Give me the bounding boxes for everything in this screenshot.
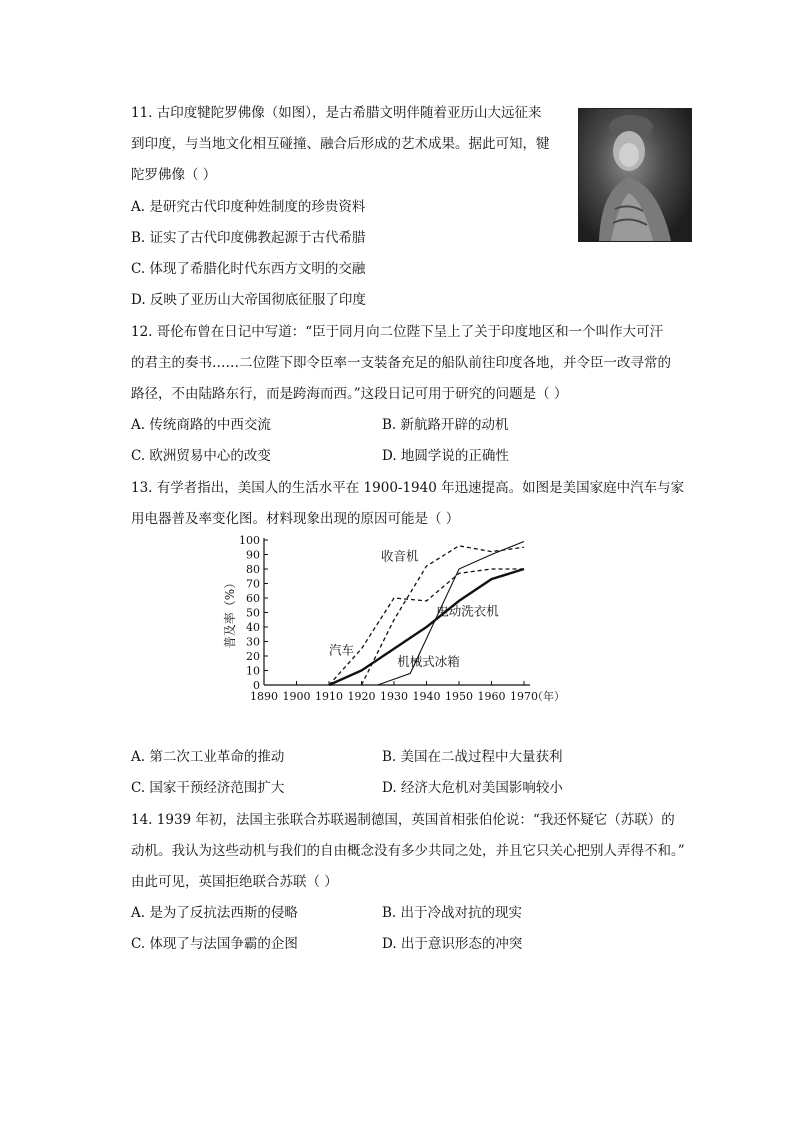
appliance-adoption-chart-svg [218, 530, 588, 710]
q11-stem-line-1: 11. 古印度犍陀罗佛像（如图），是古希腊文明伴随着亚历山大远征来 [131, 105, 542, 121]
q14-option-b: B. 出于冷战对抗的现实 [382, 905, 523, 921]
q14-stem-line-2: 动机。我认为这些动机与我们的自由概念没有多少共同之处，并且它只关心把别人弄得不和。” [131, 843, 685, 859]
q13-option-c: C. 国家干预经济范围扩大 [131, 780, 285, 796]
q12-option-a: A. 传统商路的中西交流 [131, 417, 271, 433]
y-tick-label: 40 [246, 621, 260, 634]
y-tick-label: 50 [246, 606, 260, 620]
y-tick-label: 20 [246, 650, 260, 663]
y-axis-label: 普及率（%） [223, 576, 237, 649]
q14-stem-line-3: 由此可见，英国拒绝联合苏联（ ） [131, 874, 338, 890]
y-tick-label: 100 [239, 534, 260, 547]
q14-stem-line-1: 14. 1939 年初，法国主张联合苏联遏制德国，英国首相张伯伦说：“我还怀疑它（苏联）的 [131, 812, 675, 828]
x-tick-label: 1910 [315, 690, 343, 703]
q14-option-a: A. 是为了反抗法西斯的侵略 [131, 905, 298, 921]
y-tick-label: 60 [246, 592, 260, 605]
series-label-3: 电动洗衣机 [436, 603, 499, 619]
q11-option-d: D. 反映了亚历山大帝国彻底征服了印度 [131, 292, 366, 308]
q13-option-b: B. 美国在二战过程中大量获利 [382, 749, 563, 765]
appliance-adoption-chart [218, 530, 588, 710]
q12-option-b: B. 新航路开辟的动机 [382, 417, 509, 433]
q11-stem-line-2: 到印度，与当地文化相互碰撞、融合后形成的艺术成果。据此可知，犍 [131, 136, 550, 152]
q11-option-a: A. 是研究古代印度种姓制度的珍贵资料 [131, 199, 366, 215]
series-label-4: 机械式冰箱 [397, 654, 460, 670]
x-axis-label: （年） [532, 690, 565, 703]
q12-option-d: D. 地圆学说的正确性 [382, 448, 509, 464]
x-tick-label: 1950 [445, 690, 473, 703]
q13-stem-line-2: 用电器普及率变化图。材料现象出现的原因可能是（ ） [131, 511, 460, 527]
x-tick-label: 1890 [250, 690, 278, 703]
x-tick-label: 1970 [510, 690, 538, 703]
q11-option-c: C. 体现了希腊化时代东西方文明的交融 [131, 261, 366, 277]
y-tick-label: 70 [246, 577, 260, 591]
q14-option-c: C. 体现了与法国争霸的企图 [131, 936, 298, 952]
q14-option-d: D. 出于意识形态的冲突 [382, 936, 523, 952]
y-tick-label: 80 [246, 563, 260, 576]
y-tick-label: 30 [246, 635, 260, 649]
y-tick-label: 90 [246, 548, 260, 562]
x-tick-label: 1920 [347, 690, 376, 703]
q12-stem-line-1: 12. 哥伦布曾在日记中写道：“臣于同月向二位陛下呈上了关于印度地区和一个叫作大可汗 [131, 324, 664, 340]
q13-stem-line-1: 13. 有学者指出，美国人的生活水平在 1900-1940 年迅速提高。如图是美国家庭中汽车与家 [131, 480, 685, 496]
y-tick-label: 0 [253, 679, 260, 692]
series-label-1: 汽车 [329, 642, 355, 658]
x-tick-label: 1900 [282, 690, 311, 703]
x-tick-label: 1960 [477, 690, 506, 703]
q13-option-d: D. 经济大危机对美国影响较小 [382, 780, 563, 796]
q11-stem-line-3: 陀罗佛像（ ） [131, 167, 217, 183]
q13-option-a: A. 第二次工业革命的推动 [131, 749, 285, 765]
x-tick-label: 1940 [412, 690, 441, 703]
y-tick-label: 10 [246, 664, 260, 678]
q11-option-b: B. 证实了古代印度佛教起源于古代希腊 [131, 230, 366, 246]
q12-option-c: C. 欧洲贸易中心的改变 [131, 448, 271, 464]
q12-stem-line-3: 路径，不由陆路东行，而是跨海而西。”这段日记可用于研究的问题是（ ） [131, 386, 568, 402]
x-tick-label: 1930 [380, 690, 408, 703]
q12-stem-line-2: 的君主的奏书……二位陛下即令臣率一支装备充足的船队前往印度各地，并令臣一改寻常的 [131, 355, 671, 371]
gandhara-buddha-photo [578, 108, 692, 242]
series-label-2: 收音机 [381, 548, 419, 564]
